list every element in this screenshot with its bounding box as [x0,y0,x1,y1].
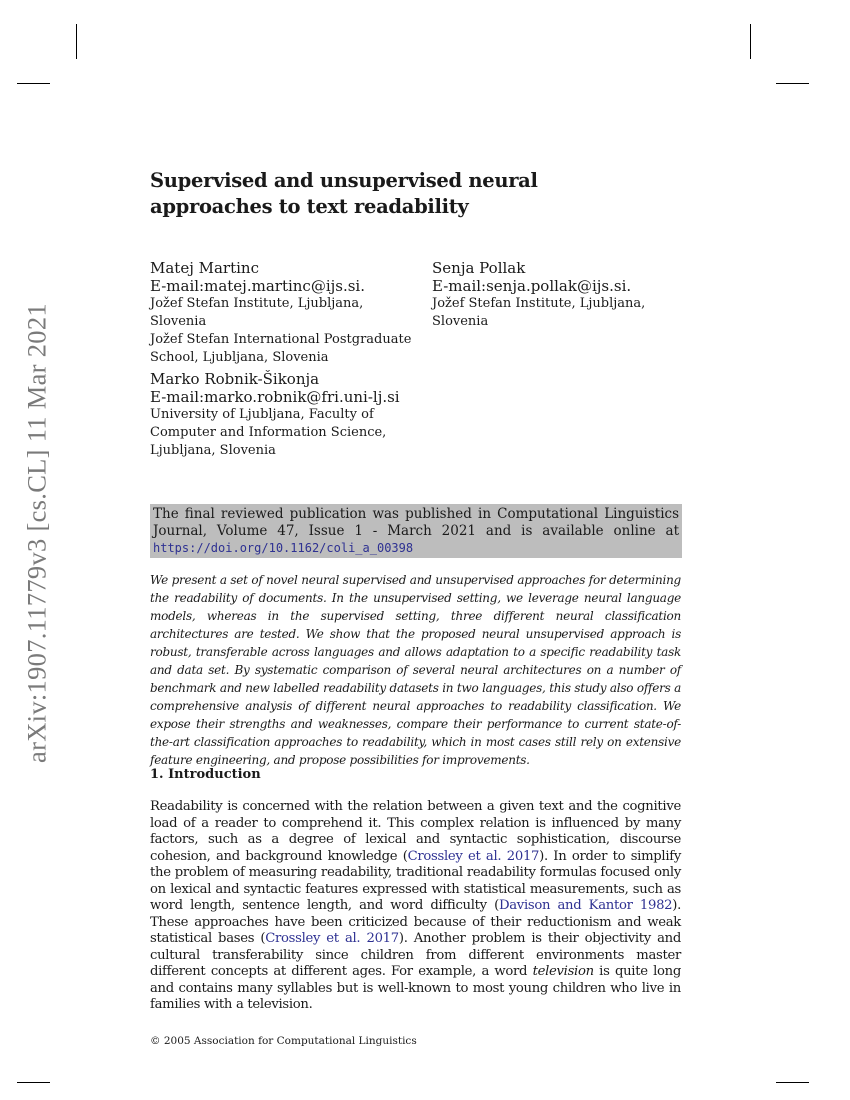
citation-link[interactable]: Crossley et al. 2017 [407,848,540,864]
author-email[interactable]: E-mail:matej.martinc@ijs.si. [150,277,366,295]
paper-title: Supervised and unsupervised neural approaches to text readability [150,169,538,218]
body-text: Readability is concerned with the relation between a given text and the cognitive load of a reader to comprehend it. This complex relation is influenced by many factors, such as a degree of lexical and syntactic sophistication, discourse cohesion, and background knowledge ( [150,799,681,864]
body-text: ). In order to simplify the problem of measuring readability, traditional readability formulas focused only on lexical and syntactic features expressed with statistical measurements, such as word length, sentence length, and word difficulty ( [150,848,681,913]
intro-paragraph [150,799,681,1014]
crop-mark [17,1082,50,1083]
body-text: is quite long and contains many syllables but is well-known to most young children who live in families with a television. [150,964,681,1012]
notice-text: The final reviewed publication was published in Computational Linguistics Journal, Volume 47, Issue 1 - March 2021 and is available online at [153,506,679,539]
arxiv-identifier: arXiv:1907.11779v3 [cs.CL] 11 Mar 2021 [21,303,52,763]
author-block [432,259,702,331]
crop-mark [776,83,809,84]
publication-notice [150,504,682,558]
author-affiliation: Jožef Stefan International Postgraduate [150,332,412,347]
citation-link[interactable]: Davison and Kantor 1982 [498,898,673,913]
author-name: Marko Robnik-Šikonja [150,370,320,388]
abstract: We present a set of novel neural supervised and unsupervised approaches for determining the readability of documents. In the unsupervised setting, we leverage neural language models, whereas in the supervised setting, three different neural classification architectures are tested. We show that the proposed neural unsupervised approach is robust, transferable across languages and allows adaptation to a specific readability task and data set. By systematic comparison of several neural architectures on a number of benchmark and new labelled readability datasets in two languages, this study also offers a comprehensive analysis of different neural approaches to readability classification. We expose their strengths and weaknesses, compare their performance to current state-of-the-art classification approaches to readability, which in most cases still rely on extensive feature engineering, and propose possibilities for improvements. [150,573,681,767]
emphasis-text: television [532,964,594,979]
body-text: ). These approaches have been criticized because of their reductionism and weak statistical bases ( [150,898,682,946]
author-name: Senja Pollak [432,259,526,277]
crop-mark [776,1082,809,1083]
author-affiliation: Computer and Information Science, [150,425,387,440]
body-text: ). Another problem is their objectivity and cultural transferability since children from different environments master different concepts at different ages. For example, a word [150,931,682,979]
author-affiliation: University of Ljubljana, Faculty of [150,407,374,422]
author-block [150,370,415,460]
section-heading: 1. Introduction [150,767,261,782]
author-block [150,259,415,367]
citation-link[interactable]: Crossley et al. 2017 [265,931,399,946]
author-name: Matej Martinc [150,259,259,277]
author-email[interactable]: E-mail:marko.robnik@fri.uni-lj.si [150,388,400,406]
author-affiliation: Jožef Stefan Institute, Ljubljana, Slovenia [150,296,364,329]
copyright-footer: © 2005 Association for Computational Linguistics [150,1035,417,1047]
crop-mark [76,24,77,59]
doi-link[interactable]: https://doi.org/10.1162/coli_a_00398 [153,541,414,555]
crop-mark [750,24,751,59]
author-affiliation: Jožef Stefan Institute, Ljubljana, Slovenia [432,296,646,329]
author-affiliation: Ljubljana, Slovenia [150,443,276,458]
author-affiliation: School, Ljubljana, Slovenia [150,350,329,365]
author-email[interactable]: E-mail:senja.pollak@ijs.si. [432,277,632,295]
crop-mark [17,83,50,84]
